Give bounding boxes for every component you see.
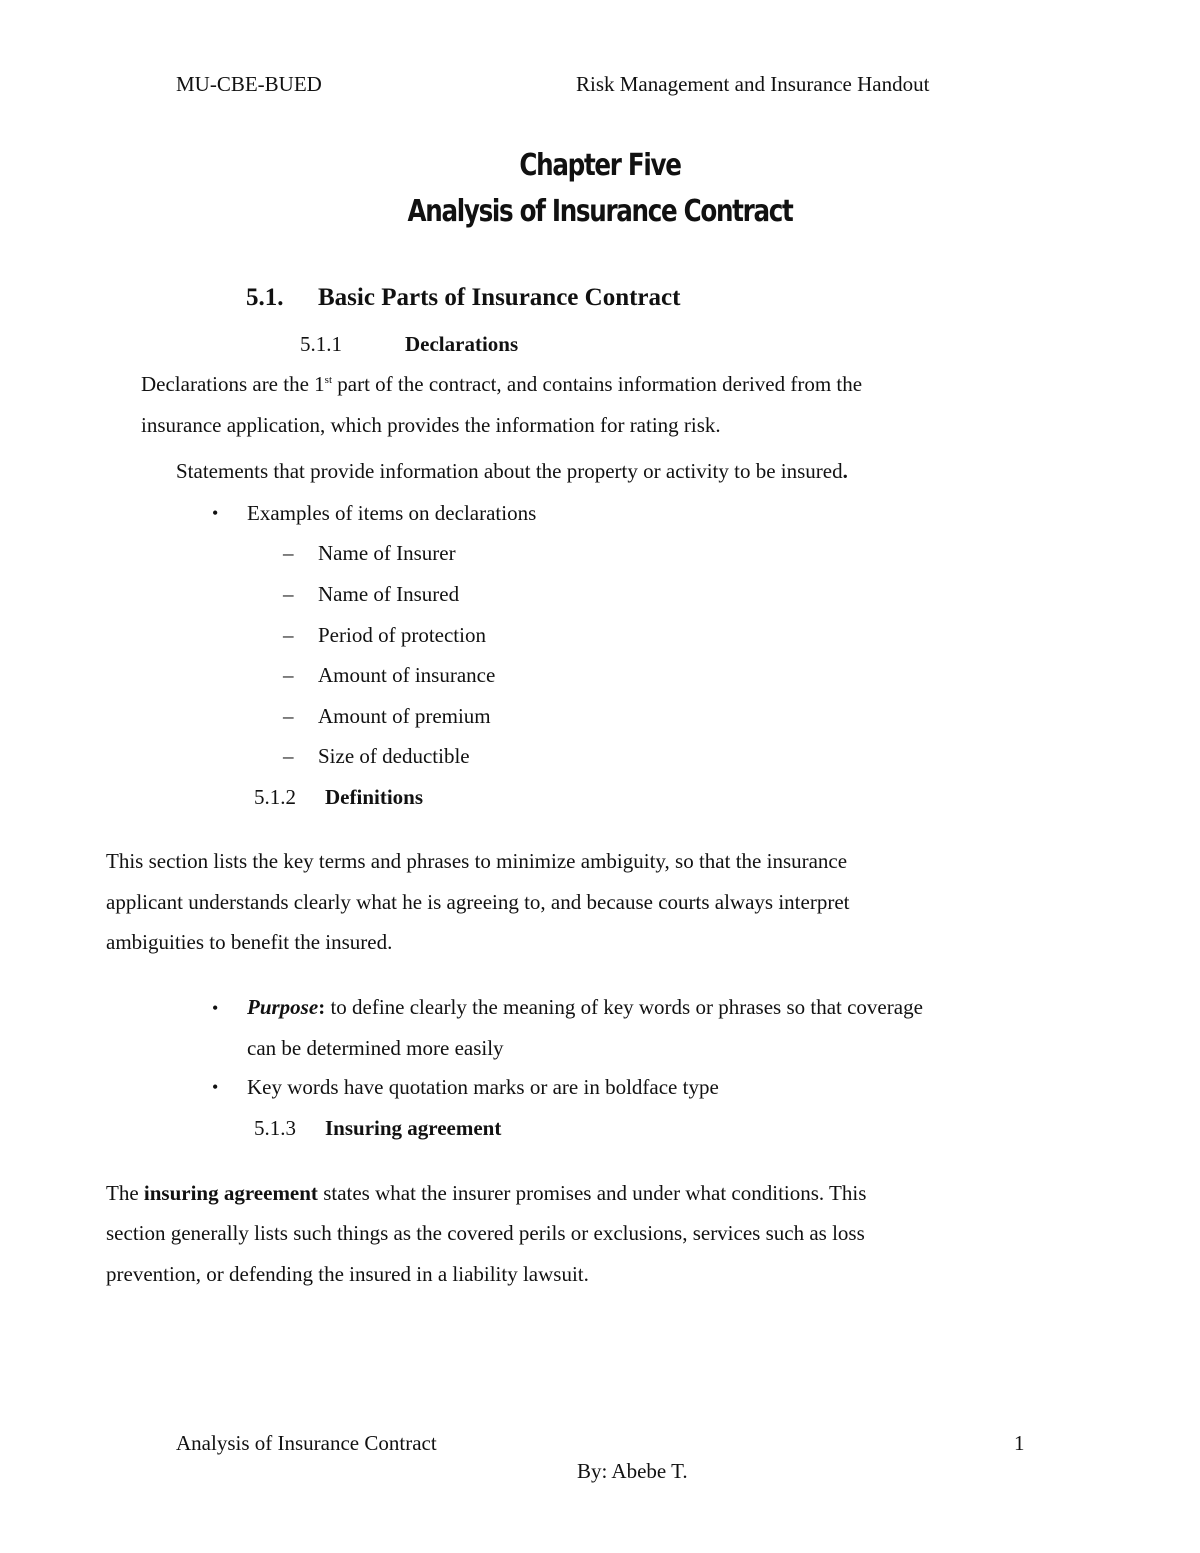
footer-left: Analysis of Insurance Contract bbox=[176, 1431, 437, 1455]
chapter-subtitle: Analysis of Insurance Contract bbox=[407, 194, 793, 229]
subsection-title: Definitions bbox=[325, 785, 424, 809]
dash-marker: – bbox=[283, 744, 294, 768]
list-item: Amount of insurance bbox=[318, 663, 496, 687]
page-number: 1 bbox=[1014, 1431, 1025, 1455]
dash-marker: – bbox=[283, 704, 294, 728]
subsection-number: 5.1.3 bbox=[254, 1116, 296, 1140]
paragraph-line: Declarations are the 1st part of the contract, and contains information derived from the bbox=[141, 372, 863, 396]
bullet-text: can be determined more easily bbox=[247, 1036, 504, 1060]
subsection-title: Declarations bbox=[405, 332, 519, 356]
header-right: Risk Management and Insurance Handout bbox=[576, 72, 930, 96]
paragraph-line: prevention, or defending the insured in a liability lawsuit. bbox=[106, 1262, 589, 1286]
dash-marker: – bbox=[283, 582, 294, 606]
dash-marker: – bbox=[283, 663, 294, 687]
section-title: Basic Parts of Insurance Contract bbox=[318, 284, 681, 311]
paragraph-line: The insuring agreement states what the insurer promises and under what conditions. This bbox=[106, 1181, 867, 1205]
bullet-marker: • bbox=[212, 998, 219, 1018]
list-item: Name of Insured bbox=[318, 582, 460, 606]
list-item: Amount of premium bbox=[318, 704, 491, 728]
list-item: Size of deductible bbox=[318, 744, 470, 768]
bullet-text: Key words have quotation marks or are in boldface type bbox=[247, 1075, 719, 1099]
header-left: MU-CBE-BUED bbox=[176, 72, 322, 96]
paragraph-line: ambiguities to benefit the insured. bbox=[106, 930, 393, 954]
bullet-marker: • bbox=[212, 1077, 219, 1097]
paragraph-line: Statements that provide information about the property or activity to be insured. bbox=[176, 459, 848, 483]
chapter-title: Chapter Five bbox=[519, 148, 681, 183]
subsection-title: Insuring agreement bbox=[325, 1116, 502, 1140]
footer-author: By: Abebe T. bbox=[577, 1459, 688, 1483]
paragraph-line: insurance application, which provides the information for rating risk. bbox=[141, 413, 721, 437]
paragraph-line: This section lists the key terms and phrases to minimize ambiguity, so that the insurance bbox=[106, 849, 848, 873]
list-item: Name of Insurer bbox=[318, 541, 456, 565]
list-item: Period of protection bbox=[318, 623, 486, 647]
bullet-text: Purpose: to define clearly the meaning of key words or phrases so that coverage bbox=[247, 995, 923, 1019]
section-number: 5.1. bbox=[246, 284, 284, 311]
subsection-number: 5.1.2 bbox=[254, 785, 296, 809]
dash-marker: – bbox=[283, 541, 294, 565]
subsection-number: 5.1.1 bbox=[300, 332, 342, 356]
bullet-text: Examples of items on declarations bbox=[247, 501, 537, 525]
bullet-marker: • bbox=[212, 503, 219, 523]
paragraph-line: section generally lists such things as the covered perils or exclusions, services such as loss bbox=[106, 1221, 865, 1245]
dash-marker: – bbox=[283, 623, 294, 647]
paragraph-line: applicant understands clearly what he is agreeing to, and because courts always interpret bbox=[106, 890, 850, 914]
